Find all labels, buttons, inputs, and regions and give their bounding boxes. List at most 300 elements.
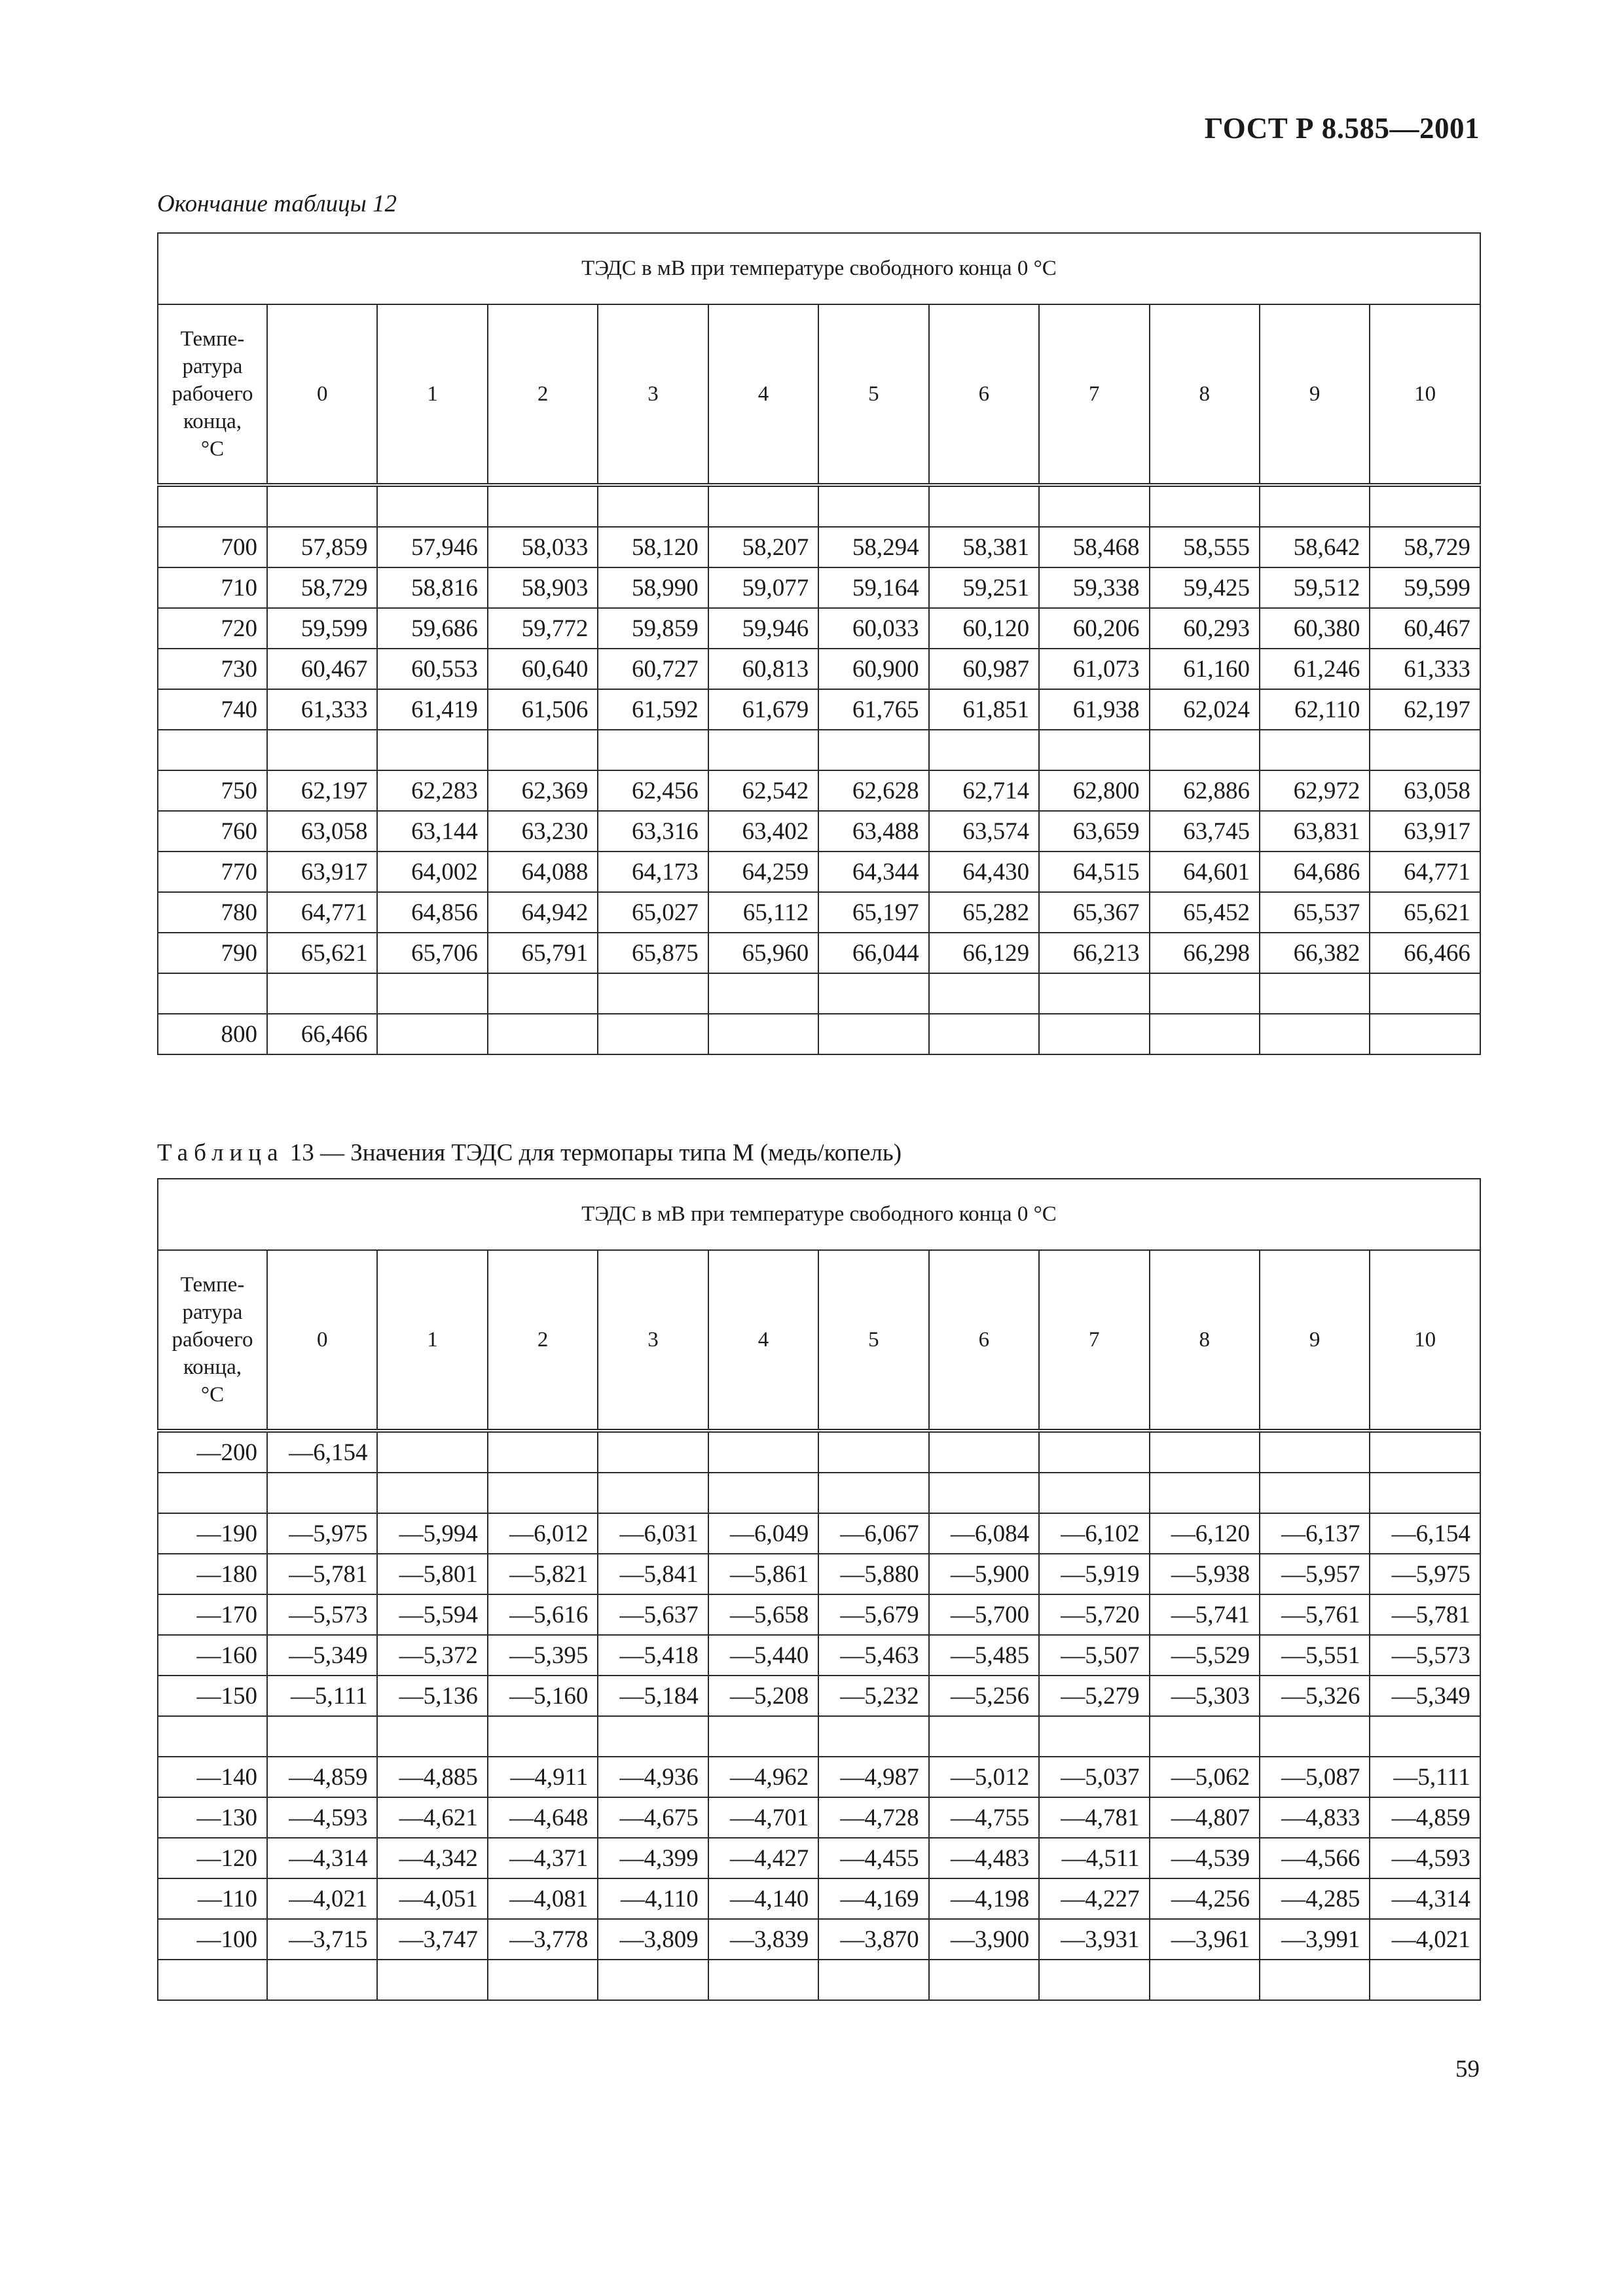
emf-value-cell: 59,251 xyxy=(929,567,1039,608)
emf-value-cell: 62,369 xyxy=(488,770,598,811)
table-row xyxy=(158,1919,1480,1960)
table13-caption-text: 13 — Значения ТЭДС для термопары типа М (медь/копель) xyxy=(289,1139,902,1166)
emf-value-cell: 62,024 xyxy=(1150,689,1260,730)
empty-cell xyxy=(1260,1473,1370,1513)
emf-value-cell: —5,781 xyxy=(1370,1594,1480,1635)
temperature-cell: 730 xyxy=(158,649,267,689)
empty-cell xyxy=(929,1473,1039,1513)
table12-temperature-header xyxy=(158,304,267,485)
emf-value-cell: —5,573 xyxy=(267,1594,377,1635)
spacer-row xyxy=(158,1960,1480,2000)
emf-value-cell: 61,506 xyxy=(488,689,598,730)
emf-value-cell: —5,761 xyxy=(1260,1594,1370,1635)
empty-cell xyxy=(1150,730,1260,770)
emf-value-cell: 59,164 xyxy=(818,567,928,608)
emf-value-cell: —5,821 xyxy=(488,1554,598,1594)
column-header: 9 xyxy=(1260,1250,1370,1431)
emf-value-cell xyxy=(488,1014,598,1054)
emf-value-cell: 59,599 xyxy=(267,608,377,649)
table-row xyxy=(158,770,1480,811)
empty-cell xyxy=(929,485,1039,527)
emf-value-cell: 62,800 xyxy=(1039,770,1149,811)
table13-caption-label: Таблица xyxy=(157,1139,284,1166)
empty-cell xyxy=(1260,485,1370,527)
emf-value-cell: —5,938 xyxy=(1150,1554,1260,1594)
emf-value-cell: 63,058 xyxy=(267,811,377,852)
empty-cell xyxy=(488,1960,598,2000)
emf-value-cell: —5,529 xyxy=(1150,1635,1260,1676)
emf-value-cell: 65,621 xyxy=(1370,892,1480,933)
emf-value-cell: —5,507 xyxy=(1039,1635,1149,1676)
column-header: 2 xyxy=(488,304,598,485)
emf-value-cell: —4,566 xyxy=(1260,1838,1370,1878)
emf-value-cell: 59,946 xyxy=(708,608,818,649)
emf-value-cell xyxy=(598,1014,708,1054)
emf-value-cell xyxy=(929,1014,1039,1054)
emf-value-cell: —5,303 xyxy=(1150,1676,1260,1716)
table-row xyxy=(158,892,1480,933)
emf-value-cell: —5,781 xyxy=(267,1554,377,1594)
empty-cell xyxy=(158,485,267,527)
emf-value-cell: 58,729 xyxy=(1370,527,1480,567)
temperature-cell: 770 xyxy=(158,852,267,892)
temperature-cell: —160 xyxy=(158,1635,267,1676)
column-header: 2 xyxy=(488,1250,598,1431)
emf-value-cell: 59,859 xyxy=(598,608,708,649)
emf-value-cell: —5,841 xyxy=(598,1554,708,1594)
table-row xyxy=(158,1594,1480,1635)
table-row xyxy=(158,1513,1480,1554)
emf-value-cell: 65,197 xyxy=(818,892,928,933)
emf-value-cell: —5,136 xyxy=(377,1676,487,1716)
empty-cell xyxy=(818,1716,928,1757)
emf-value-cell: —3,715 xyxy=(267,1919,377,1960)
table13-title: ТЭДС в мВ при температуре свободного конца 0 °С xyxy=(158,1179,1480,1250)
emf-value-cell: 64,856 xyxy=(377,892,487,933)
empty-cell xyxy=(1260,1716,1370,1757)
emf-value-cell: 59,599 xyxy=(1370,567,1480,608)
emf-value-cell: —6,049 xyxy=(708,1513,818,1554)
emf-value-cell: 64,088 xyxy=(488,852,598,892)
emf-value-cell xyxy=(1150,1014,1260,1054)
emf-value-cell: —4,987 xyxy=(818,1757,928,1797)
emf-value-cell: 63,745 xyxy=(1150,811,1260,852)
emf-value-cell: 62,714 xyxy=(929,770,1039,811)
emf-value-cell: —6,154 xyxy=(1370,1513,1480,1554)
emf-value-cell: 58,642 xyxy=(1260,527,1370,567)
emf-value-cell: —4,936 xyxy=(598,1757,708,1797)
emf-value-cell: 62,972 xyxy=(1260,770,1370,811)
empty-cell xyxy=(598,730,708,770)
emf-value-cell: 60,380 xyxy=(1260,608,1370,649)
temperature-header-text: Темпе- ратура рабочего конца, °С xyxy=(172,327,253,461)
emf-value-cell: 65,112 xyxy=(708,892,818,933)
emf-value-cell: 61,419 xyxy=(377,689,487,730)
emf-value-cell: 61,851 xyxy=(929,689,1039,730)
emf-value-cell: —5,861 xyxy=(708,1554,818,1594)
empty-cell xyxy=(1150,1473,1260,1513)
emf-value-cell: 60,206 xyxy=(1039,608,1149,649)
empty-cell xyxy=(267,485,377,527)
empty-cell xyxy=(598,1473,708,1513)
emf-value-cell: 63,488 xyxy=(818,811,928,852)
empty-cell xyxy=(377,485,487,527)
empty-cell xyxy=(377,1960,487,2000)
emf-value-cell: 64,942 xyxy=(488,892,598,933)
table-row xyxy=(158,1431,1480,1473)
emf-value-cell: 61,333 xyxy=(1370,649,1480,689)
emf-value-cell: 62,886 xyxy=(1150,770,1260,811)
empty-cell xyxy=(818,973,928,1014)
emf-value-cell: 62,456 xyxy=(598,770,708,811)
emf-value-cell xyxy=(818,1431,928,1473)
emf-value-cell xyxy=(818,1014,928,1054)
emf-value-cell: 59,512 xyxy=(1260,567,1370,608)
emf-value-cell: —4,399 xyxy=(598,1838,708,1878)
empty-cell xyxy=(488,1473,598,1513)
emf-value-cell: —4,227 xyxy=(1039,1878,1149,1919)
emf-value-cell: —4,539 xyxy=(1150,1838,1260,1878)
emf-value-cell: —4,110 xyxy=(598,1878,708,1919)
column-header: 1 xyxy=(377,1250,487,1431)
emf-value-cell: 65,791 xyxy=(488,933,598,973)
emf-value-cell: 66,466 xyxy=(1370,933,1480,973)
table-row xyxy=(158,1797,1480,1838)
empty-cell xyxy=(1370,730,1480,770)
emf-value-cell: 63,058 xyxy=(1370,770,1480,811)
emf-value-cell: —3,870 xyxy=(818,1919,928,1960)
empty-cell xyxy=(1039,973,1149,1014)
temperature-cell: 780 xyxy=(158,892,267,933)
empty-cell xyxy=(929,1716,1039,1757)
emf-value-cell: —4,256 xyxy=(1150,1878,1260,1919)
emf-value-cell: 63,574 xyxy=(929,811,1039,852)
emf-value-cell: —4,648 xyxy=(488,1797,598,1838)
temperature-cell: —100 xyxy=(158,1919,267,1960)
emf-value-cell: —5,349 xyxy=(267,1635,377,1676)
emf-value-cell: —6,031 xyxy=(598,1513,708,1554)
emf-value-cell: —3,778 xyxy=(488,1919,598,1960)
table-row xyxy=(158,852,1480,892)
emf-value-cell: —5,900 xyxy=(929,1554,1039,1594)
emf-value-cell: —4,962 xyxy=(708,1757,818,1797)
empty-cell xyxy=(1150,1716,1260,1757)
column-header: 7 xyxy=(1039,304,1149,485)
empty-cell xyxy=(708,1473,818,1513)
emf-value-cell: —4,140 xyxy=(708,1878,818,1919)
empty-cell xyxy=(1150,485,1260,527)
table-row xyxy=(158,567,1480,608)
empty-cell xyxy=(818,1473,928,1513)
emf-value-cell: 63,831 xyxy=(1260,811,1370,852)
emf-value-cell: —4,593 xyxy=(1370,1838,1480,1878)
emf-value-cell: 61,160 xyxy=(1150,649,1260,689)
empty-cell xyxy=(377,1716,487,1757)
emf-value-cell: 61,592 xyxy=(598,689,708,730)
emf-value-cell: 62,110 xyxy=(1260,689,1370,730)
emf-value-cell: 59,686 xyxy=(377,608,487,649)
emf-value-cell: —5,741 xyxy=(1150,1594,1260,1635)
column-header: 4 xyxy=(708,304,818,485)
emf-value-cell: —3,809 xyxy=(598,1919,708,1960)
emf-value-cell: —3,839 xyxy=(708,1919,818,1960)
temperature-cell: 790 xyxy=(158,933,267,973)
empty-cell xyxy=(1039,730,1149,770)
emf-value-cell: 61,333 xyxy=(267,689,377,730)
emf-value-cell: 62,542 xyxy=(708,770,818,811)
temperature-cell: —180 xyxy=(158,1554,267,1594)
empty-cell xyxy=(708,1716,818,1757)
emf-value-cell: 66,044 xyxy=(818,933,928,973)
emf-value-cell: —3,747 xyxy=(377,1919,487,1960)
emf-value-cell xyxy=(488,1431,598,1473)
emf-value-cell: —4,314 xyxy=(267,1838,377,1878)
empty-cell xyxy=(488,973,598,1014)
emf-value-cell xyxy=(708,1431,818,1473)
empty-cell xyxy=(929,973,1039,1014)
emf-value-cell: 60,900 xyxy=(818,649,928,689)
emf-value-cell: 61,765 xyxy=(818,689,928,730)
table13 xyxy=(157,1178,1481,2001)
empty-cell xyxy=(1370,1716,1480,1757)
emf-value-cell: —3,961 xyxy=(1150,1919,1260,1960)
temperature-cell: 700 xyxy=(158,527,267,567)
emf-value-cell: —4,511 xyxy=(1039,1838,1149,1878)
empty-cell xyxy=(1039,1473,1149,1513)
table-row xyxy=(158,1635,1480,1676)
emf-value-cell: 65,452 xyxy=(1150,892,1260,933)
emf-value-cell: 58,990 xyxy=(598,567,708,608)
emf-value-cell: 60,467 xyxy=(1370,608,1480,649)
emf-value-cell: 65,537 xyxy=(1260,892,1370,933)
empty-cell xyxy=(598,485,708,527)
table13-caption xyxy=(157,1139,902,1167)
table-row xyxy=(158,933,1480,973)
empty-cell xyxy=(1370,485,1480,527)
emf-value-cell: —5,012 xyxy=(929,1757,1039,1797)
emf-value-cell: —4,859 xyxy=(267,1757,377,1797)
empty-cell xyxy=(1370,1473,1480,1513)
column-header: 10 xyxy=(1370,1250,1480,1431)
empty-cell xyxy=(818,485,928,527)
emf-value-cell: —5,975 xyxy=(267,1513,377,1554)
emf-value-cell: 60,553 xyxy=(377,649,487,689)
emf-value-cell: —4,051 xyxy=(377,1878,487,1919)
emf-value-cell: 57,946 xyxy=(377,527,487,567)
emf-value-cell: —5,975 xyxy=(1370,1554,1480,1594)
emf-value-cell: —5,957 xyxy=(1260,1554,1370,1594)
emf-value-cell: —4,342 xyxy=(377,1838,487,1878)
empty-cell xyxy=(818,730,928,770)
emf-value-cell: 64,601 xyxy=(1150,852,1260,892)
emf-value-cell: 63,917 xyxy=(1370,811,1480,852)
spacer-row xyxy=(158,485,1480,527)
emf-value-cell: 60,033 xyxy=(818,608,928,649)
empty-cell xyxy=(929,1960,1039,2000)
emf-value-cell: 61,073 xyxy=(1039,649,1149,689)
empty-cell xyxy=(1039,485,1149,527)
column-header: 0 xyxy=(267,1250,377,1431)
emf-value-cell: —6,102 xyxy=(1039,1513,1149,1554)
table-row xyxy=(158,1554,1480,1594)
emf-value-cell: 65,621 xyxy=(267,933,377,973)
emf-value-cell: 64,344 xyxy=(818,852,928,892)
table-row xyxy=(158,689,1480,730)
empty-cell xyxy=(708,1960,818,2000)
emf-value-cell: 63,230 xyxy=(488,811,598,852)
emf-value-cell: 62,197 xyxy=(1370,689,1480,730)
table-row xyxy=(158,1676,1480,1716)
temperature-cell: —140 xyxy=(158,1757,267,1797)
emf-value-cell: 62,628 xyxy=(818,770,928,811)
column-header: 8 xyxy=(1150,1250,1260,1431)
table-row xyxy=(158,1838,1480,1878)
emf-value-cell: —5,037 xyxy=(1039,1757,1149,1797)
emf-value-cell: 65,282 xyxy=(929,892,1039,933)
column-header: 4 xyxy=(708,1250,818,1431)
emf-value-cell: —3,991 xyxy=(1260,1919,1370,1960)
emf-value-cell: 64,002 xyxy=(377,852,487,892)
emf-value-cell: —5,919 xyxy=(1039,1554,1149,1594)
emf-value-cell: —6,012 xyxy=(488,1513,598,1554)
empty-cell xyxy=(267,1960,377,2000)
emf-value-cell: 60,640 xyxy=(488,649,598,689)
emf-value-cell xyxy=(598,1431,708,1473)
empty-cell xyxy=(377,1473,487,1513)
temperature-cell: 800 xyxy=(158,1014,267,1054)
emf-value-cell: —4,593 xyxy=(267,1797,377,1838)
emf-value-cell: 58,816 xyxy=(377,567,487,608)
emf-value-cell: —5,184 xyxy=(598,1676,708,1716)
empty-cell xyxy=(158,730,267,770)
emf-value-cell: —5,551 xyxy=(1260,1635,1370,1676)
emf-value-cell: —5,485 xyxy=(929,1635,1039,1676)
emf-value-cell: 60,727 xyxy=(598,649,708,689)
emf-value-cell: 61,938 xyxy=(1039,689,1149,730)
empty-cell xyxy=(598,1716,708,1757)
table-row xyxy=(158,1757,1480,1797)
emf-value-cell: 65,027 xyxy=(598,892,708,933)
emf-value-cell: —6,120 xyxy=(1150,1513,1260,1554)
temperature-cell: —130 xyxy=(158,1797,267,1838)
emf-value-cell: —6,154 xyxy=(267,1431,377,1473)
spacer-row xyxy=(158,1716,1480,1757)
emf-value-cell: 64,771 xyxy=(1370,852,1480,892)
empty-cell xyxy=(598,1960,708,2000)
emf-value-cell: —5,880 xyxy=(818,1554,928,1594)
emf-value-cell: —4,621 xyxy=(377,1797,487,1838)
emf-value-cell: —5,232 xyxy=(818,1676,928,1716)
emf-value-cell: —4,483 xyxy=(929,1838,1039,1878)
empty-cell xyxy=(708,730,818,770)
empty-cell xyxy=(708,485,818,527)
temperature-cell: —120 xyxy=(158,1838,267,1878)
emf-value-cell: 66,382 xyxy=(1260,933,1370,973)
temperature-cell: —110 xyxy=(158,1878,267,1919)
table-row xyxy=(158,608,1480,649)
emf-value-cell: —5,160 xyxy=(488,1676,598,1716)
empty-cell xyxy=(1260,1960,1370,2000)
emf-value-cell: —4,781 xyxy=(1039,1797,1149,1838)
empty-cell xyxy=(818,1960,928,2000)
emf-value-cell: —5,616 xyxy=(488,1594,598,1635)
emf-value-cell: —5,111 xyxy=(1370,1757,1480,1797)
emf-value-cell: —4,021 xyxy=(267,1878,377,1919)
table12-caption: Окончание таблицы 12 xyxy=(157,190,397,217)
table12-title: ТЭДС в мВ при температуре свободного конца 0 °С xyxy=(158,233,1480,304)
emf-value-cell: —5,256 xyxy=(929,1676,1039,1716)
empty-cell xyxy=(488,1716,598,1757)
column-header: 6 xyxy=(929,1250,1039,1431)
emf-value-cell: 63,316 xyxy=(598,811,708,852)
emf-value-cell: 64,259 xyxy=(708,852,818,892)
emf-value-cell xyxy=(1039,1014,1149,1054)
emf-value-cell: —5,637 xyxy=(598,1594,708,1635)
column-header: 3 xyxy=(598,304,708,485)
spacer-row xyxy=(158,1473,1480,1513)
emf-value-cell: —5,418 xyxy=(598,1635,708,1676)
emf-value-cell xyxy=(1370,1431,1480,1473)
empty-cell xyxy=(158,973,267,1014)
emf-value-cell: 65,875 xyxy=(598,933,708,973)
emf-value-cell: 58,207 xyxy=(708,527,818,567)
emf-value-cell: —5,349 xyxy=(1370,1676,1480,1716)
empty-cell xyxy=(708,973,818,1014)
empty-cell xyxy=(1260,973,1370,1014)
emf-value-cell: 59,077 xyxy=(708,567,818,608)
emf-value-cell: —3,900 xyxy=(929,1919,1039,1960)
emf-value-cell: —4,371 xyxy=(488,1838,598,1878)
emf-value-cell: —5,700 xyxy=(929,1594,1039,1635)
empty-cell xyxy=(158,1960,267,2000)
emf-value-cell: —5,463 xyxy=(818,1635,928,1676)
emf-value-cell: 62,197 xyxy=(267,770,377,811)
emf-value-cell: —5,208 xyxy=(708,1676,818,1716)
empty-cell xyxy=(598,973,708,1014)
table12-column-header-row xyxy=(158,304,1480,485)
emf-value-cell: 60,987 xyxy=(929,649,1039,689)
empty-cell xyxy=(1150,1960,1260,2000)
empty-cell xyxy=(1370,1960,1480,2000)
emf-value-cell xyxy=(1039,1431,1149,1473)
emf-value-cell: —4,728 xyxy=(818,1797,928,1838)
emf-value-cell: —5,994 xyxy=(377,1513,487,1554)
emf-value-cell: —4,314 xyxy=(1370,1878,1480,1919)
emf-value-cell: 58,729 xyxy=(267,567,377,608)
spacer-row xyxy=(158,730,1480,770)
emf-value-cell: —3,931 xyxy=(1039,1919,1149,1960)
temperature-cell: 710 xyxy=(158,567,267,608)
emf-value-cell: —5,573 xyxy=(1370,1635,1480,1676)
emf-value-cell: —5,062 xyxy=(1150,1757,1260,1797)
emf-value-cell: 65,367 xyxy=(1039,892,1149,933)
emf-value-cell: 58,120 xyxy=(598,527,708,567)
emf-value-cell: 58,555 xyxy=(1150,527,1260,567)
emf-value-cell: 66,129 xyxy=(929,933,1039,973)
emf-value-cell: —5,087 xyxy=(1260,1757,1370,1797)
empty-cell xyxy=(1150,973,1260,1014)
emf-value-cell: 58,381 xyxy=(929,527,1039,567)
empty-cell xyxy=(377,730,487,770)
emf-value-cell: 64,686 xyxy=(1260,852,1370,892)
empty-cell xyxy=(488,485,598,527)
temperature-cell: 760 xyxy=(158,811,267,852)
emf-value-cell: —4,081 xyxy=(488,1878,598,1919)
emf-value-cell xyxy=(1260,1431,1370,1473)
empty-cell xyxy=(488,730,598,770)
emf-value-cell xyxy=(1150,1431,1260,1473)
table-row xyxy=(158,1014,1480,1054)
